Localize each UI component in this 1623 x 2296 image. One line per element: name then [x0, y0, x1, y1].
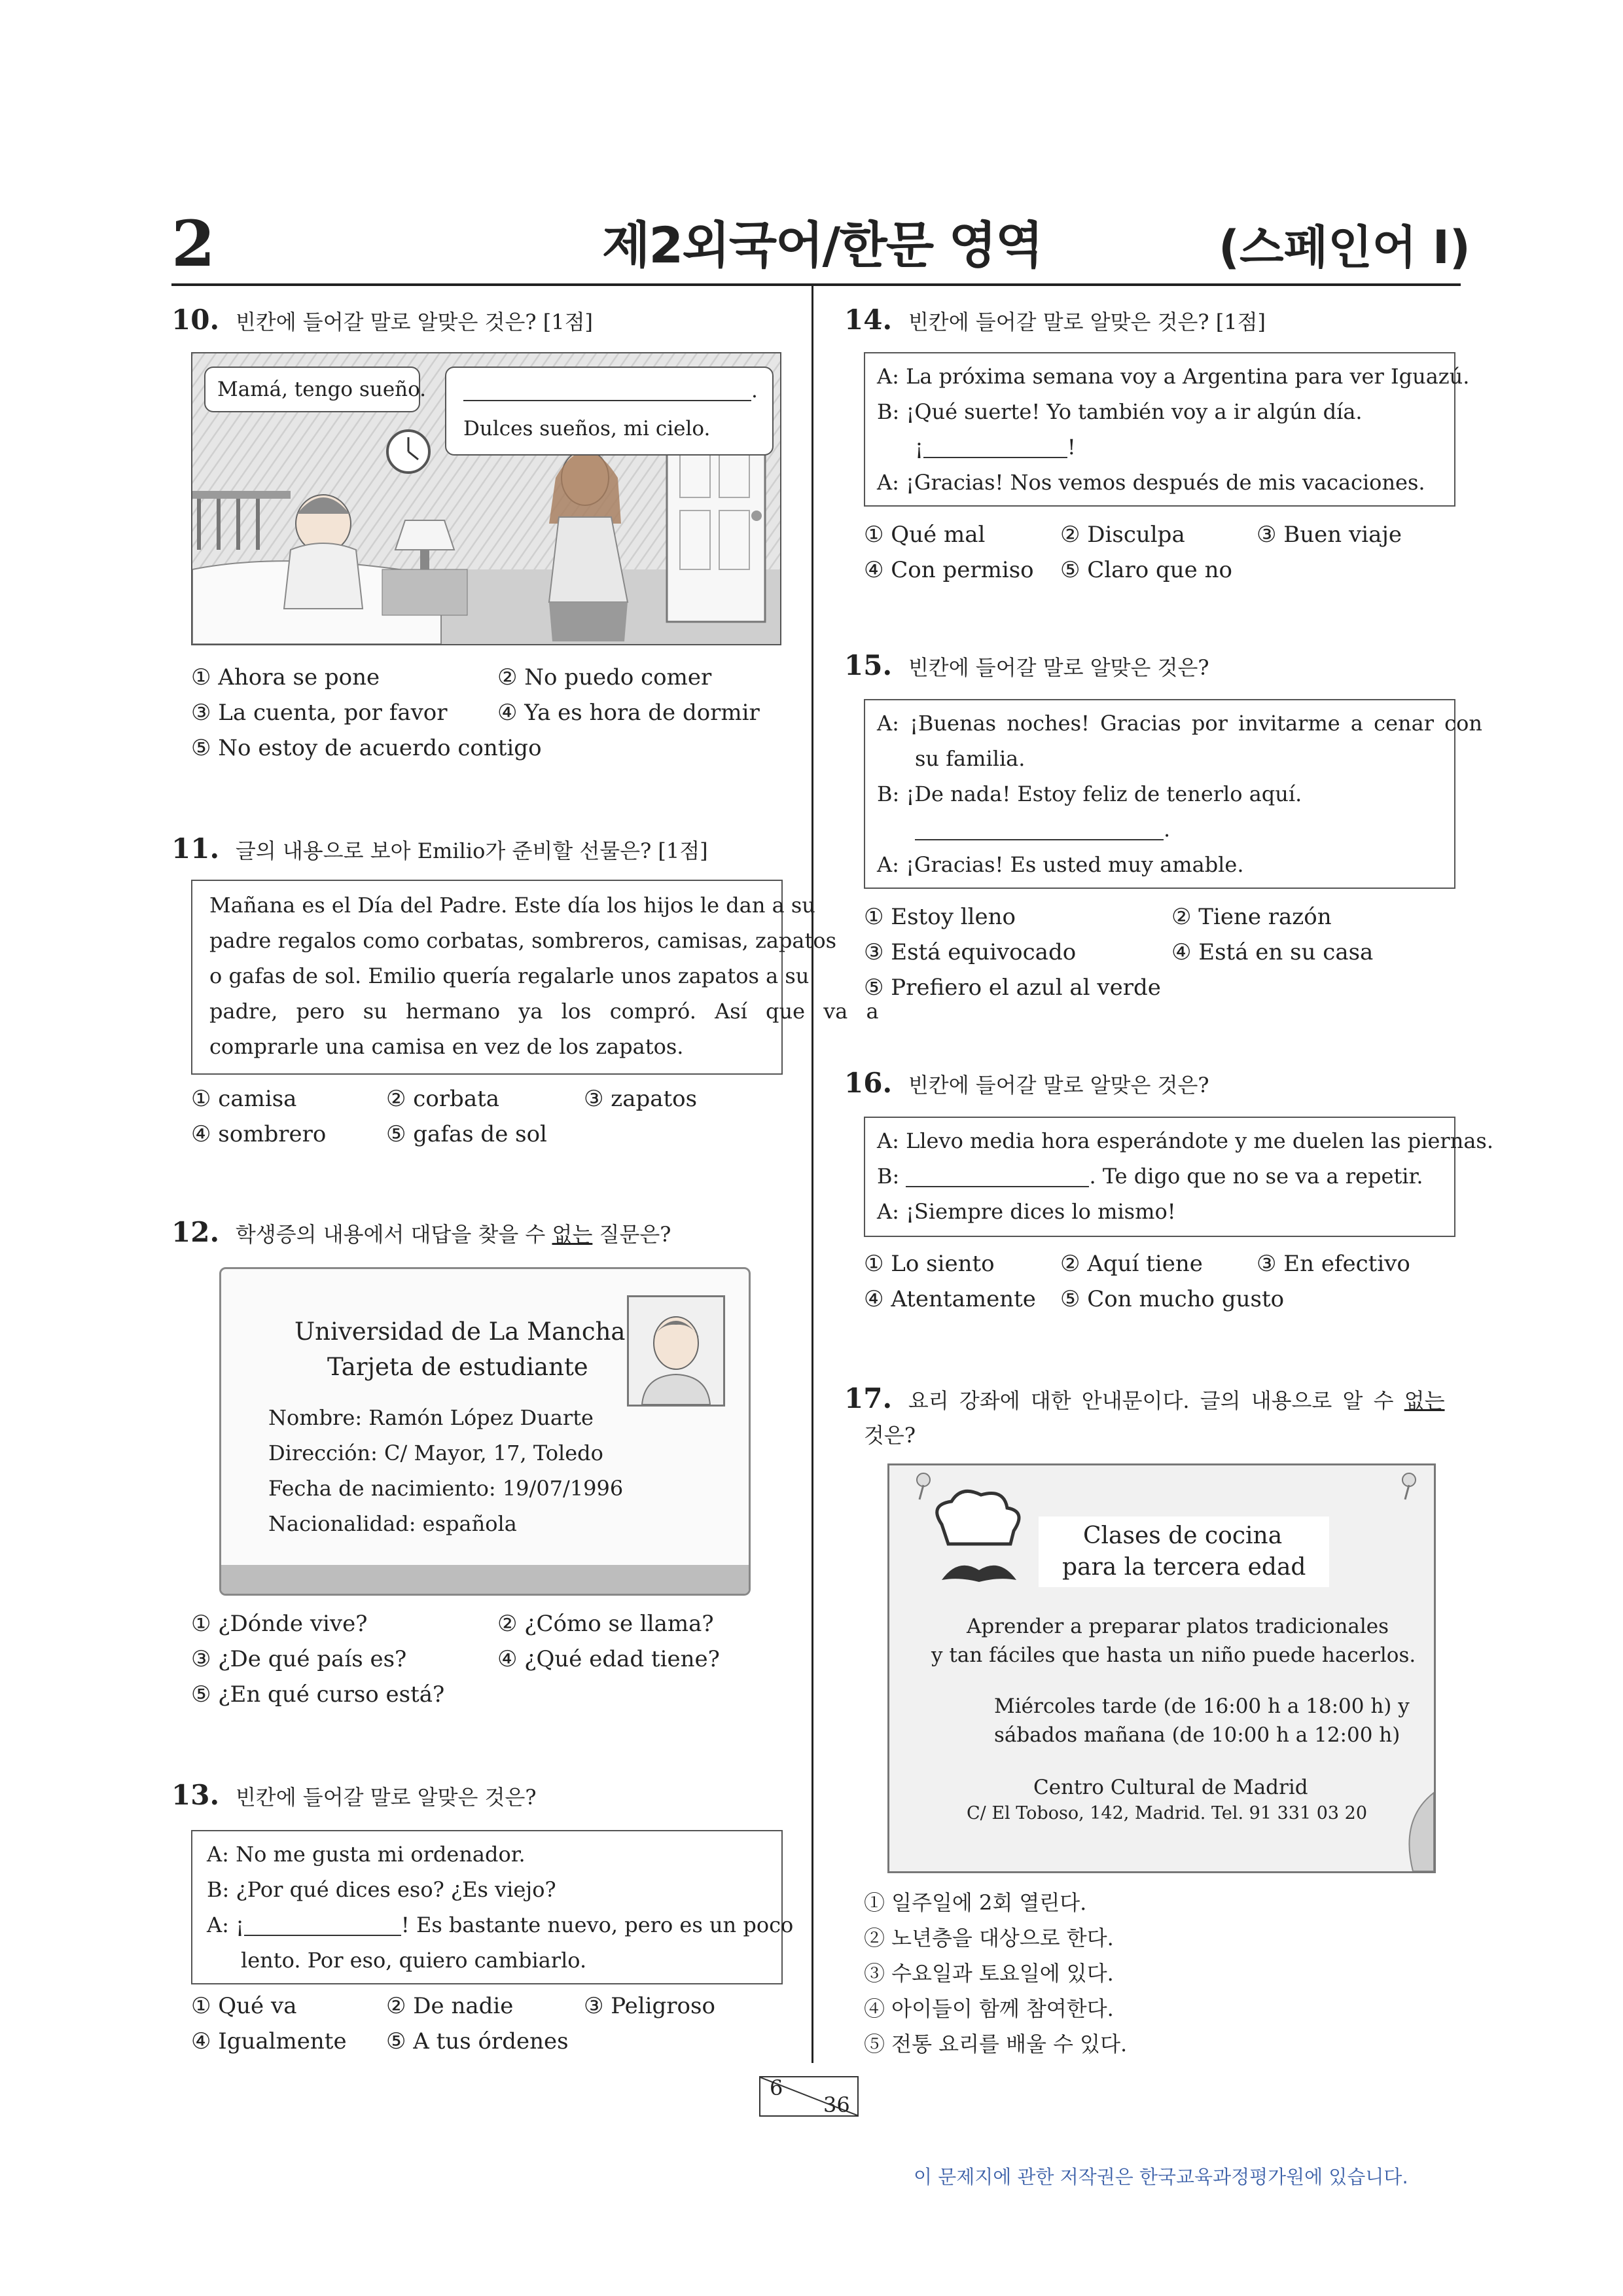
id-card-title-2: Tarjeta de estudiante: [327, 1353, 588, 1381]
child-speech-text: Mamá, tengo sueño.: [217, 378, 427, 401]
q16-choice-3[interactable]: ③ En efectivo: [1257, 1251, 1410, 1277]
q14-choice-3[interactable]: ③ Buen viaje: [1257, 522, 1402, 548]
exam-title: 제2외국어/한문 영역: [602, 216, 1043, 274]
total-pages: 36: [823, 2092, 850, 2117]
q14-dialogue-box: [864, 352, 1470, 507]
column-divider: [812, 286, 813, 2063]
q11-passage-line: Mañana es el Día del Padre. Este día los hijos le dan a su: [209, 893, 815, 918]
q16-choice-2[interactable]: ② Aquí tiene: [1060, 1251, 1203, 1277]
q14-prompt: [844, 302, 1266, 340]
child-speech-bubble: [204, 367, 427, 412]
page-number: 2: [171, 207, 215, 281]
mustache-icon: [942, 1566, 1016, 1582]
q15-dialogue-line: A: ¡Buenas noches! Gracias por invitarme a cenar con: [877, 711, 1482, 736]
q17-number: 17.: [844, 1382, 893, 1414]
q16-dialogue-line: A: Llevo media hora esperándote y me duelen las piernas.: [877, 1128, 1493, 1153]
q13-dialogue-box: [191, 1830, 794, 1984]
q11-text: 글의 내용으로 보아 Emilio가 준비할 선물은? [1점]: [235, 838, 708, 863]
q15-choice-1[interactable]: ① Estoy lleno: [864, 904, 1016, 930]
id-card-line: Nombre: Ramón López Duarte: [268, 1405, 594, 1430]
mother-figure: [549, 450, 628, 641]
q12-text: 학생증의 내용에서 대답을 찾을 수 없는 질문은?: [235, 1222, 671, 1247]
poster-text: C/ El Toboso, 142, Madrid. Tel. 91 331 03 20: [967, 1803, 1368, 1823]
q17-prompt: [844, 1381, 1445, 1418]
q14-choice-1[interactable]: ① Qué mal: [864, 522, 986, 548]
id-card-line: Dirección: C/ Mayor, 17, Toledo: [268, 1441, 603, 1465]
q13-dialogue-line: A: No me gusta mi ordenador.: [207, 1842, 526, 1867]
poster-text: Aprender a preparar platos tradicionales: [967, 1615, 1389, 1638]
q12-prompt: [171, 1215, 671, 1252]
q12-choice-4[interactable]: ④ ¿Qué edad tiene?: [497, 1646, 720, 1672]
q14-text: 빈칸에 들어갈 말로 알맞은 것은? [1점]: [908, 310, 1266, 334]
id-photo: [627, 1295, 725, 1407]
q17-text: 요리 강좌에 대한 안내문이다. 글의 내용으로 알 수 없는: [908, 1388, 1445, 1413]
q11-passage-line: comprarle una camisa en vez de los zapatos.: [209, 1034, 684, 1059]
q15-answer-blank: [915, 817, 1164, 840]
q15-dialogue-line: su familia.: [915, 746, 1026, 771]
q16-choice-5[interactable]: ⑤ Con mucho gusto: [1060, 1286, 1285, 1312]
q15-text: 빈칸에 들어갈 말로 알맞은 것은?: [908, 655, 1209, 680]
subject-title: (스페인어 I): [1219, 221, 1471, 274]
q16-answer-blank: [906, 1164, 1089, 1187]
q13-choice-4[interactable]: ④ Igualmente: [191, 2028, 347, 2054]
q11-choice-1[interactable]: ① camisa: [191, 1086, 297, 1112]
poster-text: Miércoles tarde (de 16:00 h a 18:00 h) y: [994, 1695, 1410, 1718]
q11-passage-line: o gafas de sol. Emilio quería regalarle unos zapatos a su: [209, 963, 810, 988]
q10-choice-2[interactable]: ② No puedo comer: [497, 664, 712, 691]
q12-choice-3[interactable]: ③ ¿De qué país es?: [191, 1646, 407, 1672]
q16-dialogue-line: B: . Te digo que no se va a repetir.: [877, 1164, 1423, 1189]
q17-choice-5[interactable]: ⑤ 전통 요리를 배울 수 있다.: [864, 2032, 1128, 2056]
q13-text: 빈칸에 들어갈 말로 알맞은 것은?: [235, 1785, 537, 1810]
q12-choice-5[interactable]: ⑤ ¿En qué curso está?: [191, 1681, 445, 1708]
q13-choice-2[interactable]: ② De nadie: [386, 1993, 514, 2019]
q15-prompt: [844, 648, 1209, 685]
q17-choice-4[interactable]: ④ 아이들이 함께 참여한다.: [864, 1996, 1114, 2021]
q14-dialogue-line: B: ¡Qué suerte! Yo también voy a ir algún día.: [877, 399, 1363, 424]
q17-text-cont: 것은?: [864, 1423, 916, 1448]
q11-choice-4[interactable]: ④ sombrero: [191, 1121, 327, 1147]
q11-choice-3[interactable]: ③ zapatos: [584, 1086, 698, 1112]
cooking-class-poster: [887, 1463, 1436, 1873]
q14-choice-5[interactable]: ⑤ Claro que no: [1060, 557, 1232, 583]
current-page: 6: [770, 2076, 783, 2100]
poster-title-1: Clases de cocina: [1083, 1522, 1283, 1549]
q13-dialogue-line: lento. Por eso, quiero cambiarlo.: [241, 1948, 587, 1973]
q13-choice-5[interactable]: ⑤ A tus órdenes: [386, 2028, 569, 2054]
id-card-line: Nacionalidad: española: [268, 1511, 517, 1536]
q14-dialogue-line: ¡ !: [915, 435, 1076, 459]
q15-choice-3[interactable]: ③ Está equivocado: [864, 939, 1077, 965]
q15-number: 15.: [844, 649, 893, 681]
q16-choice-1[interactable]: ① Lo siento: [864, 1251, 995, 1277]
q10-number: 10.: [171, 304, 220, 336]
poster-text: y tan fáciles que hasta un niño puede hacerlos.: [931, 1643, 1416, 1667]
q14-answer-blank: [923, 435, 1067, 458]
q10-text: 빈칸에 들어갈 말로 알맞은 것은? [1점]: [235, 310, 594, 334]
mother-speech-line2: Dulces sueños, mi cielo.: [463, 417, 711, 440]
q12-number: 12.: [171, 1216, 220, 1248]
mother-speech-bubble: [445, 367, 774, 456]
q16-dialogue-box: [864, 1117, 1493, 1237]
id-card-bottom-band: [221, 1565, 751, 1596]
q15-choice-2[interactable]: ② Tiene razón: [1171, 904, 1332, 930]
q13-dialogue-line: B: ¿Por qué dices eso? ¿Es viejo?: [207, 1877, 556, 1902]
q16-dialogue-line: A: ¡Siempre dices lo mismo!: [877, 1199, 1176, 1224]
q14-choice-2[interactable]: ② Disculpa: [1060, 522, 1185, 548]
q17-choice-3[interactable]: ③ 수요일과 토요일에 있다.: [864, 1961, 1114, 1986]
id-card-title-1: Universidad de La Mancha: [294, 1318, 626, 1346]
q15-dialogue-line: B: ¡De nada! Estoy feliz de tenerlo aquí.: [877, 781, 1302, 806]
q16-text: 빈칸에 들어갈 말로 알맞은 것은?: [908, 1073, 1209, 1098]
q14-number: 14.: [844, 304, 893, 336]
wall-clock: [387, 431, 429, 473]
q13-prompt: [171, 1778, 537, 1815]
q13-answer-blank: [244, 1912, 401, 1936]
student-id-card: [219, 1267, 751, 1596]
q11-choice-2[interactable]: ② corbata: [386, 1086, 500, 1112]
q10-choice-4[interactable]: ④ Ya es hora de dormir: [497, 700, 760, 726]
q10-choice-5[interactable]: ⑤ No estoy de acuerdo contigo: [191, 735, 542, 761]
student-portrait-icon: [629, 1297, 723, 1405]
q11-passage-line: padre, pero su hermano ya los compró. Así que va a: [209, 999, 879, 1024]
q16-prompt: [844, 1066, 1209, 1103]
q15-dialogue-line: .: [915, 812, 1170, 847]
poster-title-2: para la tercera edad: [1062, 1554, 1306, 1581]
q13-number: 13.: [171, 1779, 220, 1811]
q10-choice-1[interactable]: ① Ahora se pone: [191, 664, 380, 691]
q14-dialogue-line: A: La próxima semana voy a Argentina para ver Iguazú.: [877, 364, 1470, 389]
q10-answer-blank: [463, 378, 751, 401]
q13-dialogue-line: A: ¡ ! Es bastante nuevo, pero es un poco: [207, 1912, 794, 1937]
q17-choice-1[interactable]: ① 일주일에 2회 열린다.: [864, 1890, 1087, 1915]
copyright-notice: 이 문제지에 관한 저작권은 한국교육과정평가원에 있습니다.: [914, 2166, 1408, 2188]
header-rule: [171, 283, 1461, 286]
pin-icon: [1402, 1473, 1416, 1499]
q10-prompt: [171, 302, 593, 340]
q13-choice-1[interactable]: ① Qué va: [191, 1993, 297, 2019]
q12-choice-2[interactable]: ② ¿Cómo se llama?: [497, 1611, 714, 1637]
poster-text: sábados mañana (de 10:00 h a 12:00 h): [994, 1723, 1400, 1747]
q13-choice-3[interactable]: ③ Peligroso: [584, 1993, 715, 2019]
q11-prompt: [171, 831, 708, 869]
page-counter-box: [759, 2076, 859, 2117]
q15-dialogue-line: A: ¡Gracias! Es usted muy amable.: [877, 852, 1244, 877]
q15-choice-5[interactable]: ⑤ Prefiero el azul al verde: [864, 975, 1161, 1001]
id-card-line: Fecha de nacimiento: 19/07/1996: [268, 1476, 624, 1501]
chef-hat-icon: [937, 1491, 1019, 1544]
q11-passage-line: padre regalos como corbatas, sombreros, camisas, zapatos: [209, 928, 837, 953]
q11-choice-5[interactable]: ⑤ gafas de sol: [386, 1121, 547, 1147]
q12-choice-1[interactable]: ① ¿Dónde vive?: [191, 1611, 368, 1637]
mother-speech-line1: .: [463, 373, 758, 408]
q11-number: 11.: [171, 833, 220, 865]
q17-choice-2[interactable]: ② 노년층을 대상으로 한다.: [864, 1926, 1114, 1950]
q16-choice-4[interactable]: ④ Atentamente: [864, 1286, 1036, 1312]
q15-choice-4[interactable]: ④ Está en su casa: [1171, 939, 1374, 965]
pin-icon: [917, 1473, 930, 1499]
q16-number: 16.: [844, 1067, 893, 1099]
q15-dialogue-box: [864, 699, 1482, 889]
q11-passage-box: [191, 880, 879, 1075]
q14-choice-4[interactable]: ④ Con permiso: [864, 557, 1034, 583]
door: [667, 432, 765, 622]
poster-text: Centro Cultural de Madrid: [1033, 1776, 1308, 1799]
q14-dialogue-line: A: ¡Gracias! Nos vemos después de mis vacaciones.: [877, 470, 1425, 495]
q10-choice-3[interactable]: ③ La cuenta, por favor: [191, 700, 448, 726]
